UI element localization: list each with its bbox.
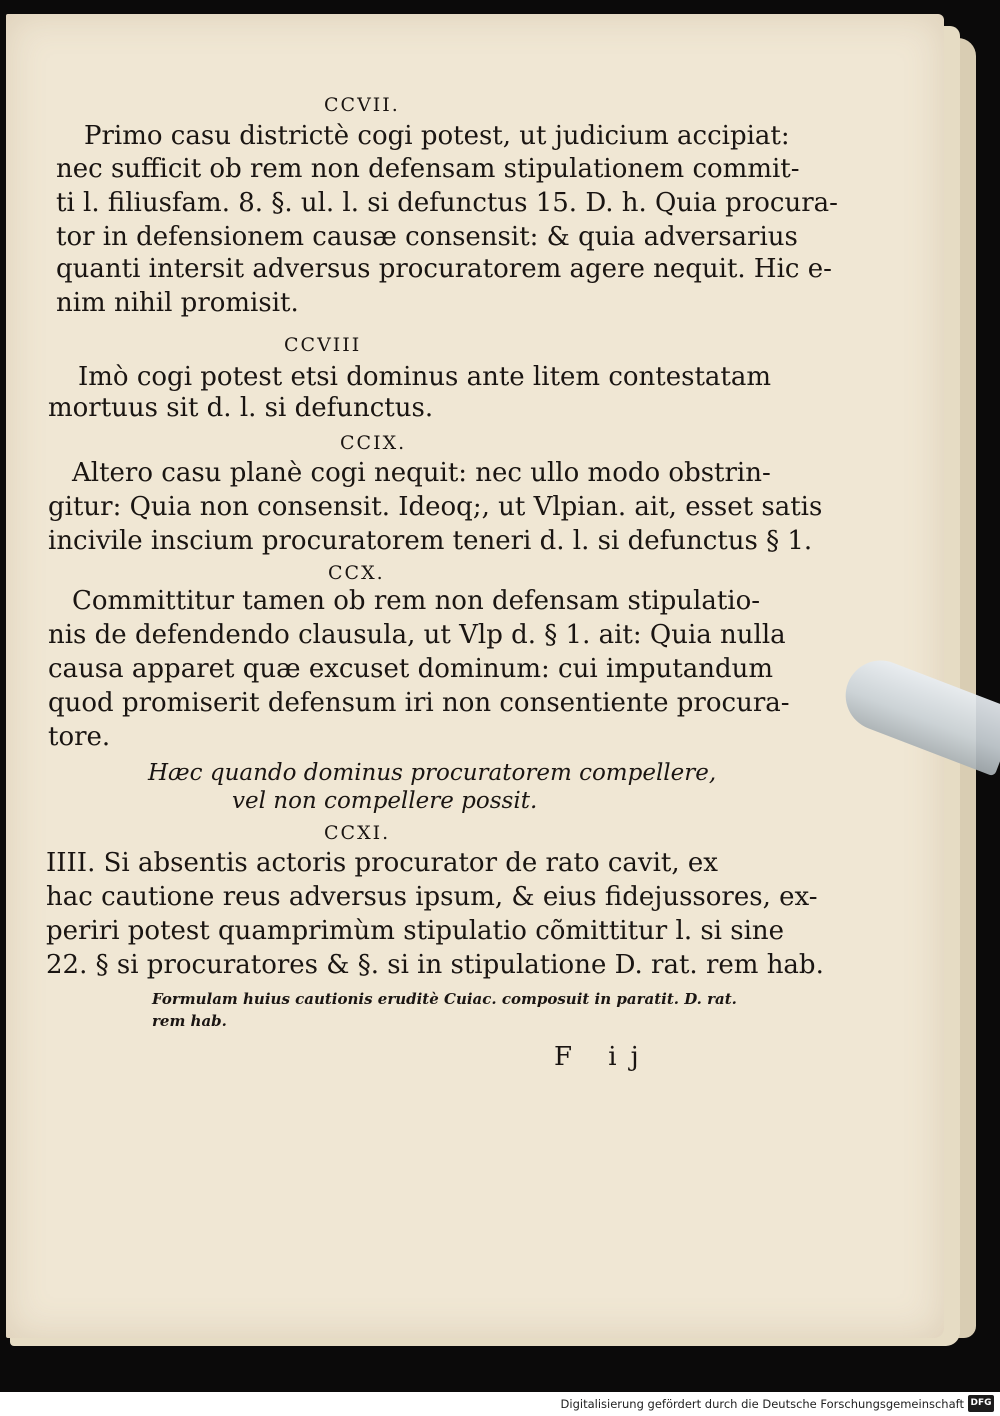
text-line: nim nihil promisit.: [56, 288, 299, 318]
marginal-note: Formulam huius cautionis eruditè Cuiac. composuit in paratit. D. rat.: [152, 990, 737, 1008]
text-line: ti l. filiusfam. 8. §. ul. l. si defunctus 15. D. h. Quia procura-: [56, 188, 838, 218]
section-number-ccxi: CCXI.: [324, 822, 391, 844]
section-heading: Hæc quando dominus procuratorem compellere,: [148, 760, 717, 786]
text-line: gitur: Quia non consensit. Ideoq;, ut Vlpian. ait, esset satis: [48, 492, 823, 522]
dfg-logo-icon: DFG: [968, 1395, 994, 1412]
text-line: mortuus sit d. l. si defunctus.: [48, 393, 434, 423]
text-line: Committitur tamen ob rem non defensam stipulatio-: [72, 586, 761, 616]
text-line: tore.: [48, 722, 111, 752]
text-line: 22. § si procuratores & §. si in stipulatione D. rat. rem hab.: [46, 950, 824, 980]
text-line: quod promiserit defensum iri non consentiente procura-: [48, 688, 790, 718]
footer-credit: Digitalisierung gefördert durch die Deutsche Forschungsgemeinschaft: [560, 1397, 964, 1411]
section-heading: vel non compellere possit.: [232, 788, 538, 814]
text-line: causa apparet quæ excuset dominum: cui imputandum: [48, 654, 774, 684]
text-line: periri potest quamprimùm stipulatio cõmittitur l. si sine: [46, 916, 785, 946]
footer-bar: [0, 1392, 1000, 1416]
text-line: hac cautione reus adversus ipsum, & eius fidejussores, ex-: [46, 882, 818, 912]
text-line: nis de defendendo clausula, ut Vlp d. § 1. ait: Quia nulla: [48, 620, 786, 650]
section-number-ccix: CCIX.: [340, 432, 407, 454]
text-line: quanti intersit adversus procuratorem agere nequit. Hic e-: [56, 254, 832, 284]
section-number-ccvii: CCVII.: [324, 94, 400, 116]
section-number-ccx: CCX.: [328, 562, 385, 584]
book-page: [6, 14, 944, 1338]
text-line: Imò cogi potest etsi dominus ante litem contestatam: [78, 362, 772, 392]
text-line: incivile inscium procuratorem teneri d. l. si defunctus § 1.: [48, 526, 813, 556]
marginal-note: rem hab.: [152, 1012, 227, 1030]
text-line: IIII. Si absentis actoris procurator de rato cavit, ex: [46, 848, 718, 878]
text-line: tor in defensionem causæ consensit: & quia adversarius: [56, 222, 798, 252]
text-line: nec sufficit ob rem non defensam stipulationem commit-: [56, 154, 800, 184]
signature-mark: F ij: [554, 1042, 653, 1072]
section-number-ccviii: CCVIII: [284, 334, 362, 356]
text-line: Altero casu planè cogi nequit: nec ullo modo obstrin-: [72, 458, 771, 488]
text-line: Primo casu districtè cogi potest, ut judicium accipiat:: [84, 121, 790, 151]
